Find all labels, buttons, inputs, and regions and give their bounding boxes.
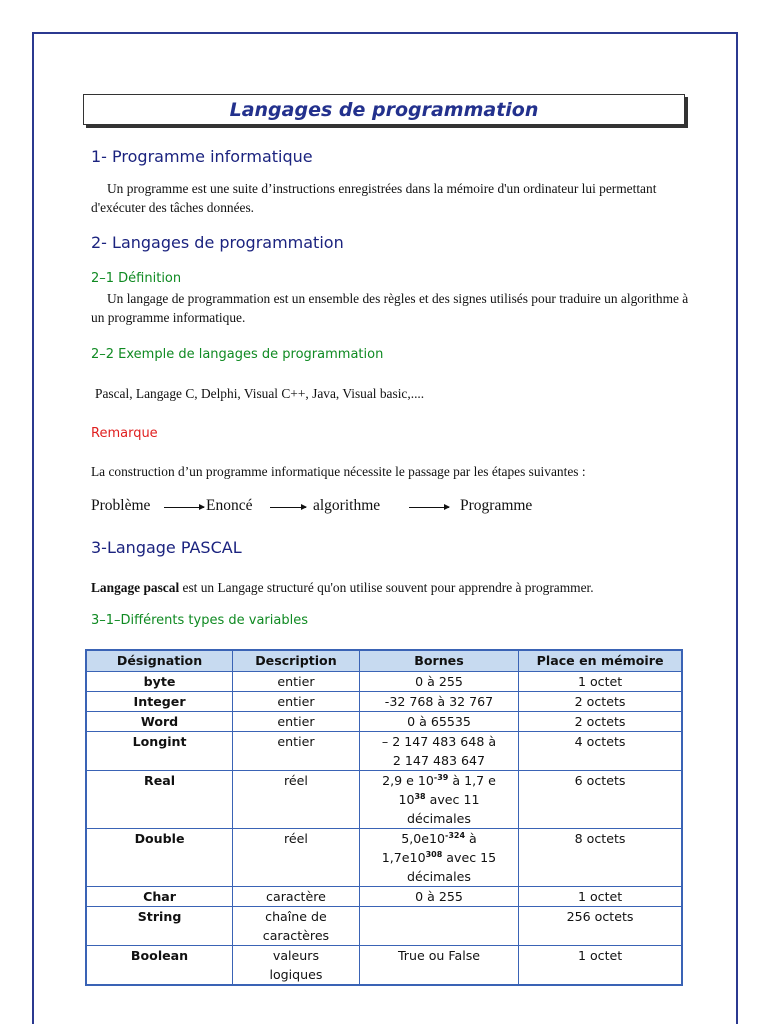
bounds-exponent: -324 — [445, 830, 466, 840]
definition-text: Un langage de programmation est un ensemble des règles et des signes utilisés pour traduire un algorithme à un programme informatique. — [91, 291, 689, 325]
bounds-text: avec 11 — [425, 791, 480, 807]
examples-text: Pascal, Langage C, Delphi, Visual C++, Java, Visual basic,.... — [95, 386, 425, 401]
table-row — [86, 691, 682, 711]
pascal-intro-bold: Langage pascal — [91, 580, 180, 595]
page-title: Langages de programmation — [229, 99, 539, 121]
table-row — [86, 828, 682, 886]
type-memory: 2 octets — [519, 711, 682, 731]
remark-text: La construction d’un programme informatique nécessite le passage par les étapes suivantes : — [91, 464, 586, 479]
type-memory: 2 octets — [519, 691, 682, 711]
bounds-text: 5,0e10 — [401, 830, 445, 846]
section-3-heading: 3-Langage PASCAL — [91, 538, 242, 557]
type-description: entier — [233, 711, 360, 731]
variable-types-table — [85, 649, 683, 986]
type-name: String — [86, 906, 233, 945]
table-row — [86, 671, 682, 691]
header-description: Description — [233, 650, 360, 671]
table-row — [86, 906, 682, 945]
type-description: entier — [233, 671, 360, 691]
pascal-intro-rest: est un Langage structuré qu'on utilise souvent pour apprendre à programmer. — [179, 580, 594, 595]
variable-types-heading: 3–1–Différents types de variables — [91, 613, 308, 628]
pascal-intro — [91, 578, 691, 597]
arrow-right-icon — [164, 507, 204, 508]
table-row — [86, 711, 682, 731]
arrow-right-icon — [270, 507, 306, 508]
type-bounds: -32 768 à 32 767 — [359, 691, 518, 711]
section-2-heading: 2- Langages de programmation — [91, 233, 344, 252]
bounds-text: avec 15 — [442, 849, 497, 865]
type-memory: 1 octet — [519, 671, 682, 691]
bounds-exponent: -39 — [433, 772, 449, 782]
header-bounds: Bornes — [359, 650, 518, 671]
type-memory: 4 octets — [519, 731, 682, 770]
type-bounds — [359, 906, 518, 945]
bounds-exponent: 38 — [414, 791, 426, 801]
type-bounds: True ou False — [359, 945, 518, 985]
type-memory: 8 octets — [519, 828, 682, 886]
header-memory: Place en mémoire — [519, 650, 682, 671]
bounds-line: – 2 147 483 648 à — [381, 733, 497, 749]
section-1-heading: 1- Programme informatique — [91, 147, 313, 166]
bounds-text: 1,7e10 — [381, 849, 426, 865]
type-bounds: 0 à 255 — [359, 886, 518, 906]
remark-label: Remarque — [91, 426, 158, 441]
bounds-text: 10 — [398, 791, 415, 807]
type-description — [233, 906, 360, 945]
type-name: Char — [86, 886, 233, 906]
arrow-right-icon — [409, 507, 449, 508]
type-description: entier — [233, 691, 360, 711]
table-header-row — [86, 650, 682, 671]
type-description: entier — [233, 731, 360, 770]
bounds-exponent: 308 — [425, 849, 443, 859]
type-name: Real — [86, 770, 233, 828]
bounds-text: décimales — [407, 868, 471, 884]
type-bounds — [359, 731, 518, 770]
type-name: Word — [86, 711, 233, 731]
flow-step-program: Programme — [460, 497, 533, 514]
type-name: byte — [86, 671, 233, 691]
type-bounds — [359, 828, 518, 886]
type-description: réel — [233, 770, 360, 828]
description-line: caractères — [262, 927, 330, 943]
table-row — [86, 770, 682, 828]
type-memory: 1 octet — [519, 945, 682, 985]
flow-step-problem: Problème — [91, 497, 151, 514]
description-line: chaîne de — [265, 908, 327, 924]
header-designation: Désignation — [86, 650, 233, 671]
type-bounds: 0 à 255 — [359, 671, 518, 691]
examples-heading: 2–2 Exemple de langages de programmation — [91, 347, 384, 362]
type-bounds: 0 à 65535 — [359, 711, 518, 731]
definition-heading: 2–1 Définition — [91, 271, 182, 286]
flow-step-algorithm: algorithme — [313, 497, 381, 514]
type-name: Double — [86, 828, 233, 886]
description-line: valeurs — [272, 947, 320, 963]
type-memory: 6 octets — [519, 770, 682, 828]
bounds-text: 2,9 e 10 — [382, 772, 434, 788]
table-row — [86, 731, 682, 770]
table-row — [86, 886, 682, 906]
section-1-text: Un programme est une suite d’instructions enregistrées dans la mémoire d'un ordinateur lui permettant d'exécuter des tâches données. — [91, 181, 657, 215]
type-description — [233, 945, 360, 985]
type-name: Integer — [86, 691, 233, 711]
process-flow — [91, 497, 591, 517]
type-memory: 256 octets — [519, 906, 682, 945]
bounds-text: décimales — [407, 810, 471, 826]
bounds-line: 2 147 483 647 — [392, 752, 486, 768]
flow-step-statement: Enoncé — [206, 497, 253, 514]
table-row — [86, 945, 682, 985]
bounds-text: à 1,7 e — [448, 772, 496, 788]
type-memory: 1 octet — [519, 886, 682, 906]
type-description: réel — [233, 828, 360, 886]
type-description: caractère — [233, 886, 360, 906]
type-name: Longint — [86, 731, 233, 770]
bounds-text: à — [465, 830, 477, 846]
description-line: logiques — [269, 966, 323, 982]
type-bounds — [359, 770, 518, 828]
title-box — [83, 94, 685, 125]
type-name: Boolean — [86, 945, 233, 985]
